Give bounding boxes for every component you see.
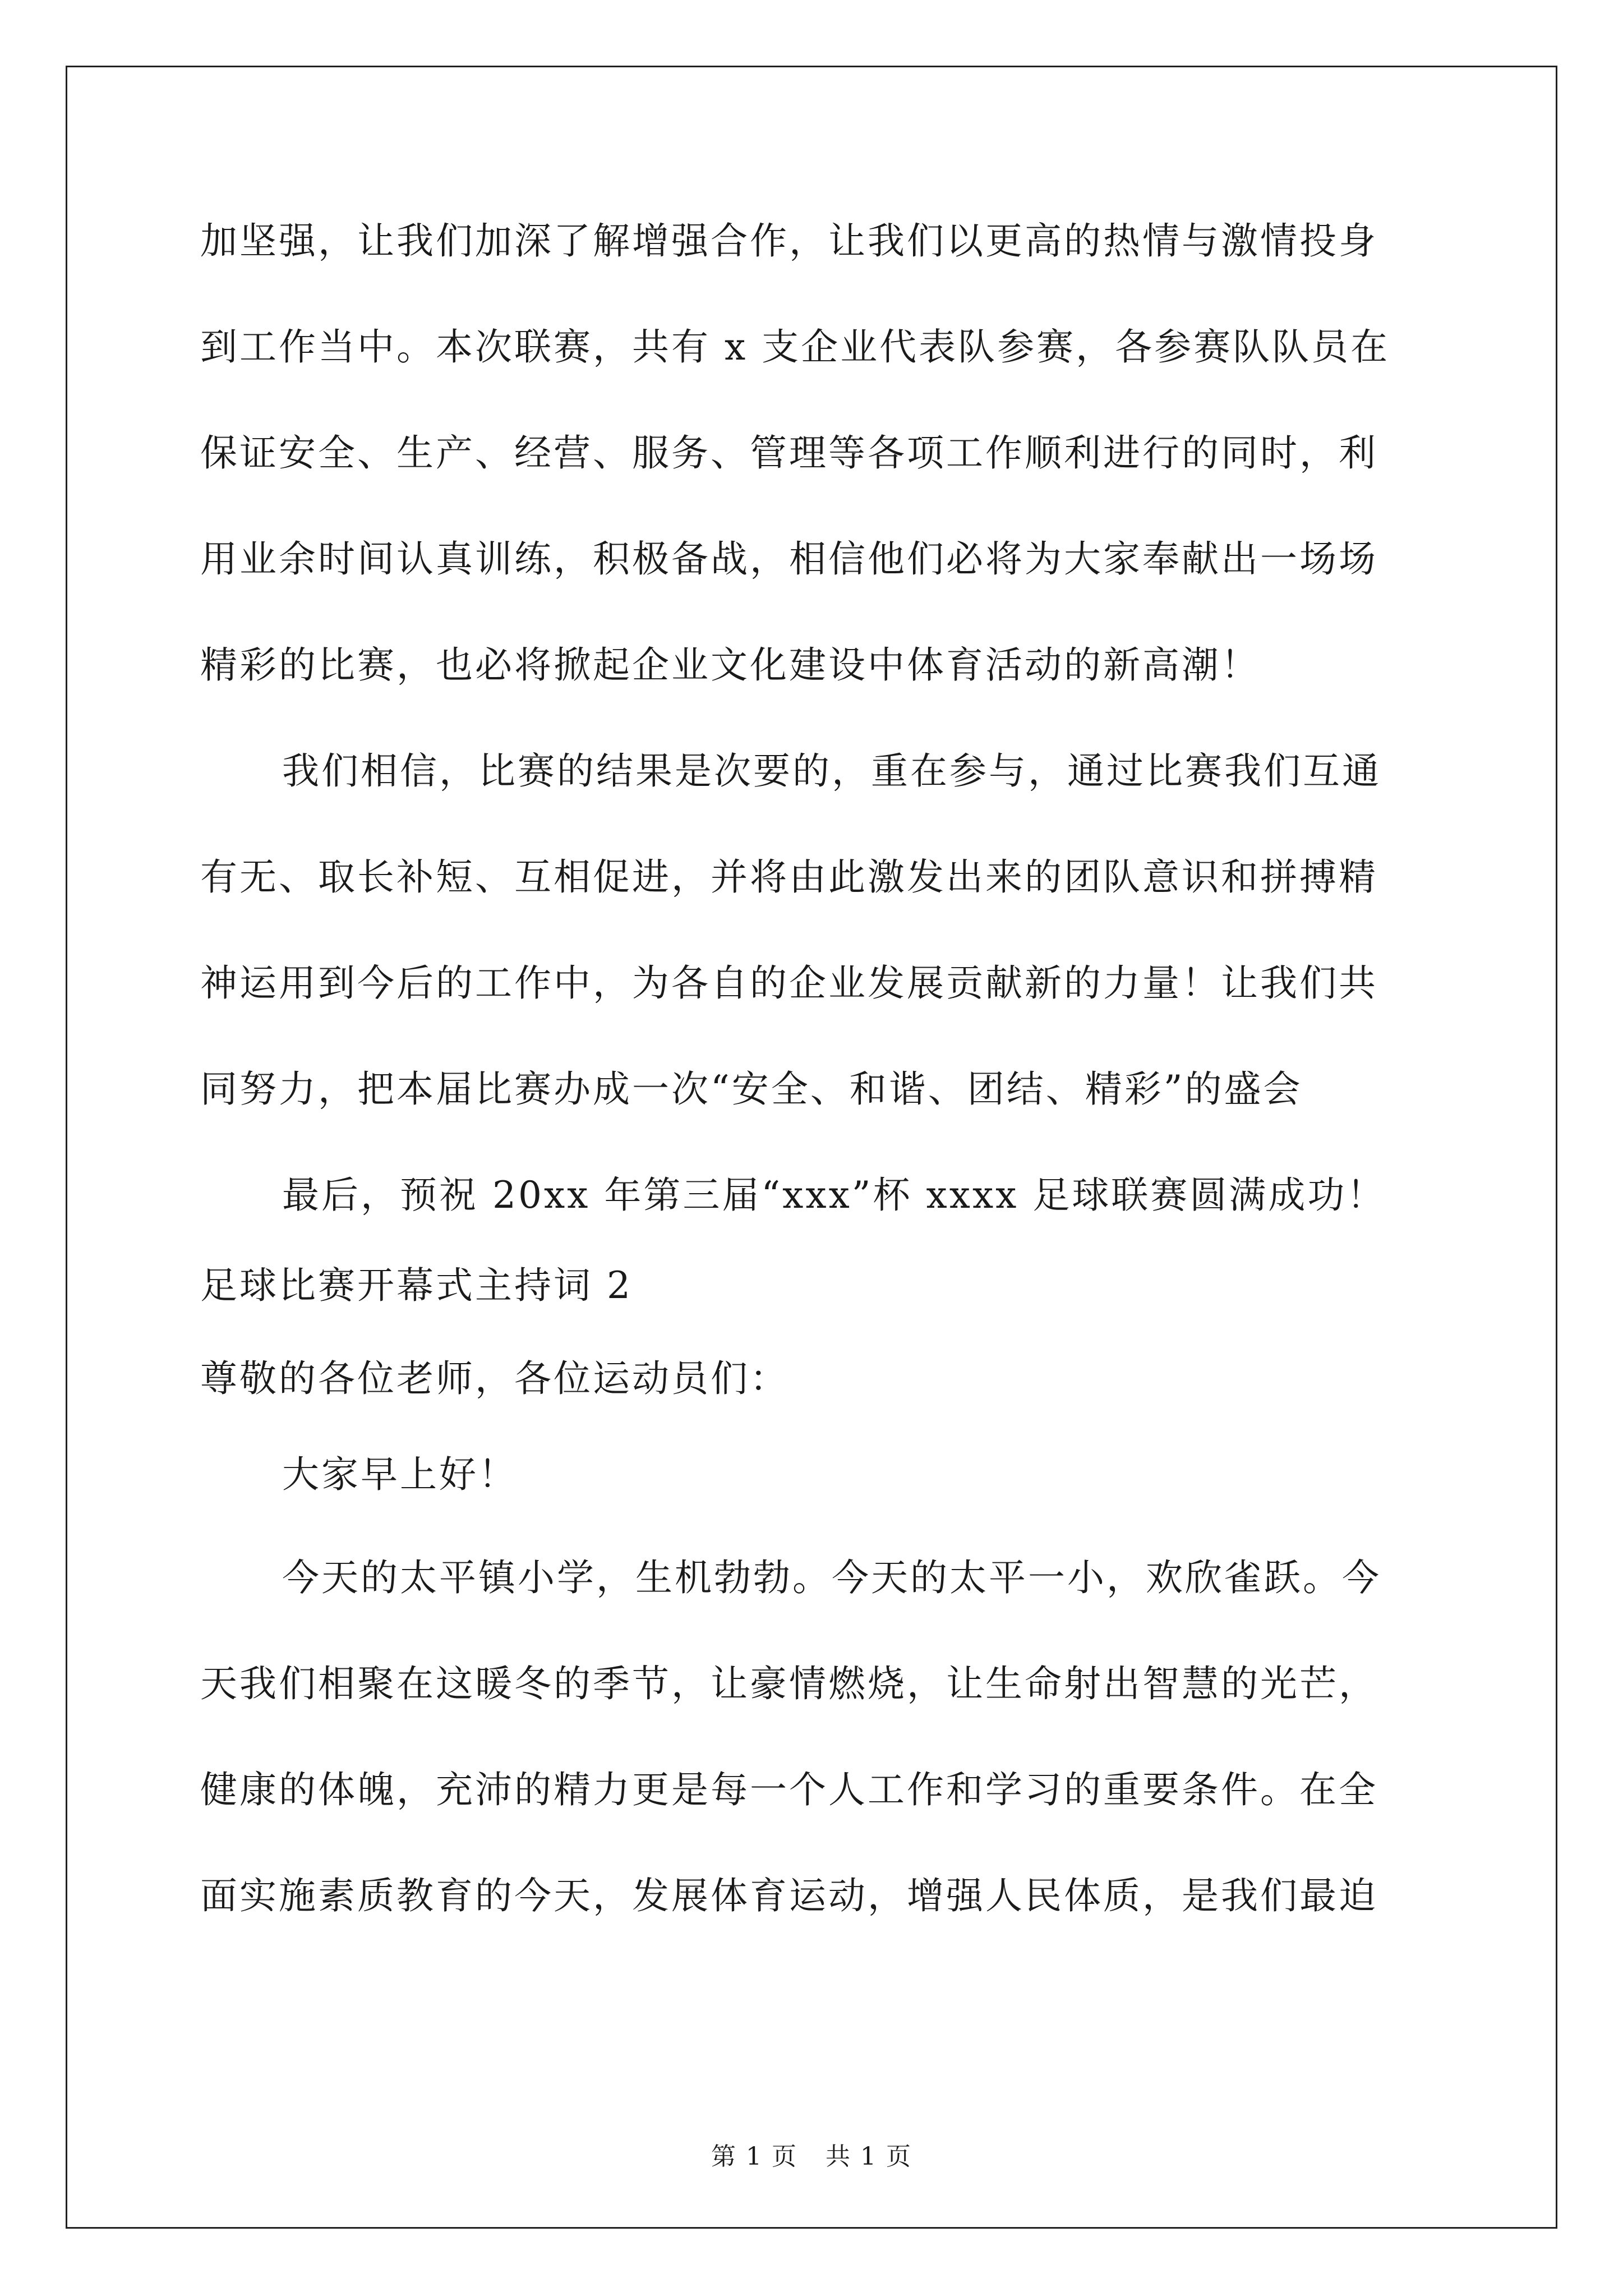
page-footer (0, 2140, 1623, 2174)
salutation: 尊敬的各位老师，各位运动员们： (200, 1357, 789, 1400)
paragraph-first-line: 今天的太平镇小学，生机勃勃。今天的太平一小，欢欣雀跃。今 (282, 1556, 1381, 1599)
text-line: 健康的体魄，充沛的精力更是每一个人工作和学习的重要条件。在全 (200, 1768, 1378, 1811)
text-line: 面实施素质教育的今天，发展体育运动，增强人民体质，是我们最迫 (200, 1874, 1378, 1917)
paragraph-first-line: 我们相信，比赛的结果是次要的，重在参与，通过比赛我们互通 (282, 749, 1381, 793)
text-line: 用业余时间认真训练，积极备战，相信他们必将为大家奉献出一场场 (200, 537, 1378, 581)
section-heading: 足球比赛开幕式主持词 2 (200, 1264, 633, 1307)
page-total: 共 1 页 (826, 2142, 912, 2171)
page-number: 第 1 页 (711, 2142, 797, 2171)
greeting: 大家早上好！ (282, 1453, 518, 1496)
paragraph-first-line: 最后，预祝 20xx 年第三届“xxx”杯 xxxx 足球联赛圆满成功！ (282, 1174, 1386, 1217)
text-line: 神运用到今后的工作中，为各自的企业发展贡献新的力量！让我们共 (200, 961, 1378, 1005)
text-line: 有无、取长补短、互相促进，并将由此激发出来的团队意识和拼搏精 (200, 855, 1378, 899)
text-line: 加坚强，让我们加深了解增强合作，让我们以更高的热情与激情投身 (200, 219, 1378, 263)
text-line: 到工作当中。本次联赛，共有 x 支企业代表队参赛，各参赛队队员在 (200, 325, 1390, 369)
text-line: 保证安全、生产、经营、服务、管理等各项工作顺利进行的同时，利 (200, 431, 1378, 475)
text-line: 精彩的比赛，也必将掀起企业文化建设中体育活动的新高潮！ (200, 643, 1260, 687)
text-line: 天我们相聚在这暖冬的季节，让豪情燃烧，让生命射出智慧的光芒， (200, 1662, 1378, 1705)
text-line: 同努力，把本届比赛办成一次“安全、和谐、团结、精彩”的盛会 (200, 1068, 1303, 1111)
